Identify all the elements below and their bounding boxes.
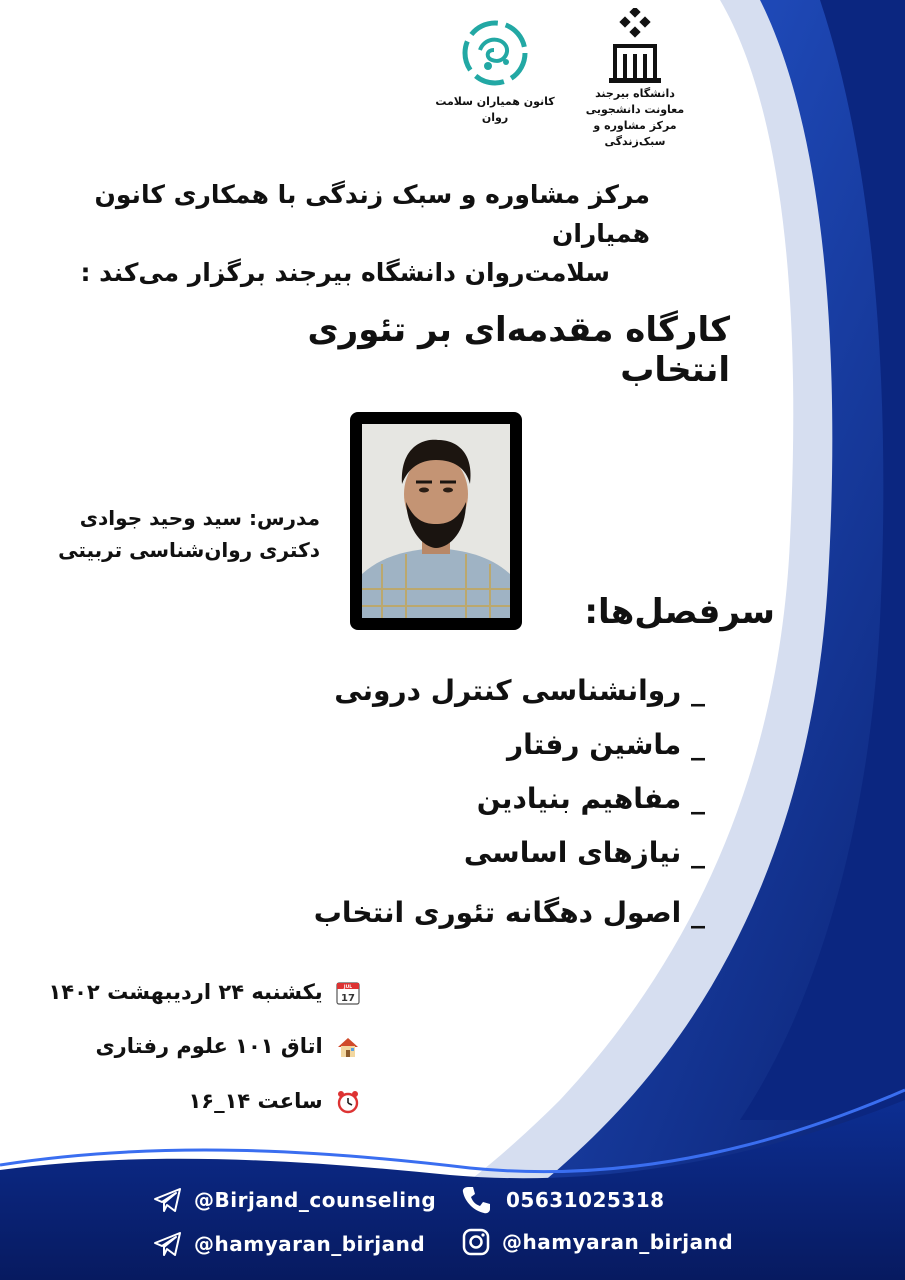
instructor-portrait [362,424,510,618]
workshop-title: کارگاه مقدمه‌ای بر تئوری انتخاب [307,310,730,390]
topic-item: _ ماشین رفتار [506,728,705,761]
topics-list [240,674,705,950]
intro-text [40,176,650,292]
phone-icon [460,1184,492,1216]
instructor-info [40,502,320,566]
kanoon-logo [430,20,560,124]
instructor-name: مدرس: سید وحید جوادی [79,506,320,530]
university-deputy: معاونت دانشجویی [585,102,685,116]
kanoon-logo-icon [462,20,528,86]
university-name: دانشگاه بیرجند [595,87,675,100]
calendar-icon-day: 17 [341,993,355,1004]
contact-telegram-2[interactable] [152,1228,425,1260]
event-date-text: یکشنبه ۲۴ اردیبهشت ۱۴۰۲ [48,980,323,1004]
topics-heading: سرفصل‌ها: [584,592,775,632]
instagram-icon [460,1226,492,1258]
calendar-icon [336,981,360,1005]
telegram-handle-hamyaran: @hamyaran_birjand [194,1232,426,1256]
house-icon [336,1035,360,1059]
event-time [40,1089,360,1114]
topic-item: _ روانشناسی کنترل درونی [334,674,705,707]
alarm-clock-icon [336,1090,360,1114]
event-location [40,1034,360,1059]
university-logo [575,8,695,148]
intro-line-2: سلامت‌روان دانشگاه بیرجند برگزار می‌کند : [80,257,610,287]
calendar-icon-month: JUL [343,985,353,990]
contact-phone[interactable] [460,1184,665,1216]
university-logo-icon [605,8,665,86]
kanoon-name: کانون همیاران سلامت روان [435,95,555,124]
event-time-text: ساعت ۱۴_۱۶ [188,1089,323,1113]
telegram-icon [152,1184,184,1216]
topic-item: _ اصول دهگانه تئوری انتخاب [313,896,705,929]
contact-instagram[interactable] [460,1226,733,1258]
topic-item: _ نیازهای اساسی [463,836,705,869]
phone-number: 05631025318 [506,1188,665,1212]
instagram-handle: @hamyaran_birjand [502,1230,734,1254]
instructor-degree: دکتری روان‌شناسی تربیتی [58,538,320,562]
telegram-icon [152,1228,184,1260]
telegram-handle-counseling: @Birjand_counseling [194,1188,437,1212]
contact-telegram-1[interactable] [152,1184,436,1216]
instructor-photo [350,412,522,630]
topic-item: _ مفاهیم بنیادین [476,782,705,815]
university-center: مرکز مشاوره و سبک‌زندگی [593,118,677,148]
event-date [40,980,360,1005]
intro-line-1: مرکز مشاوره و سبک زندگی با همکاری کانون همیاران [94,180,650,248]
event-location-text: اتاق ۱۰۱ علوم رفتاری [95,1034,323,1058]
